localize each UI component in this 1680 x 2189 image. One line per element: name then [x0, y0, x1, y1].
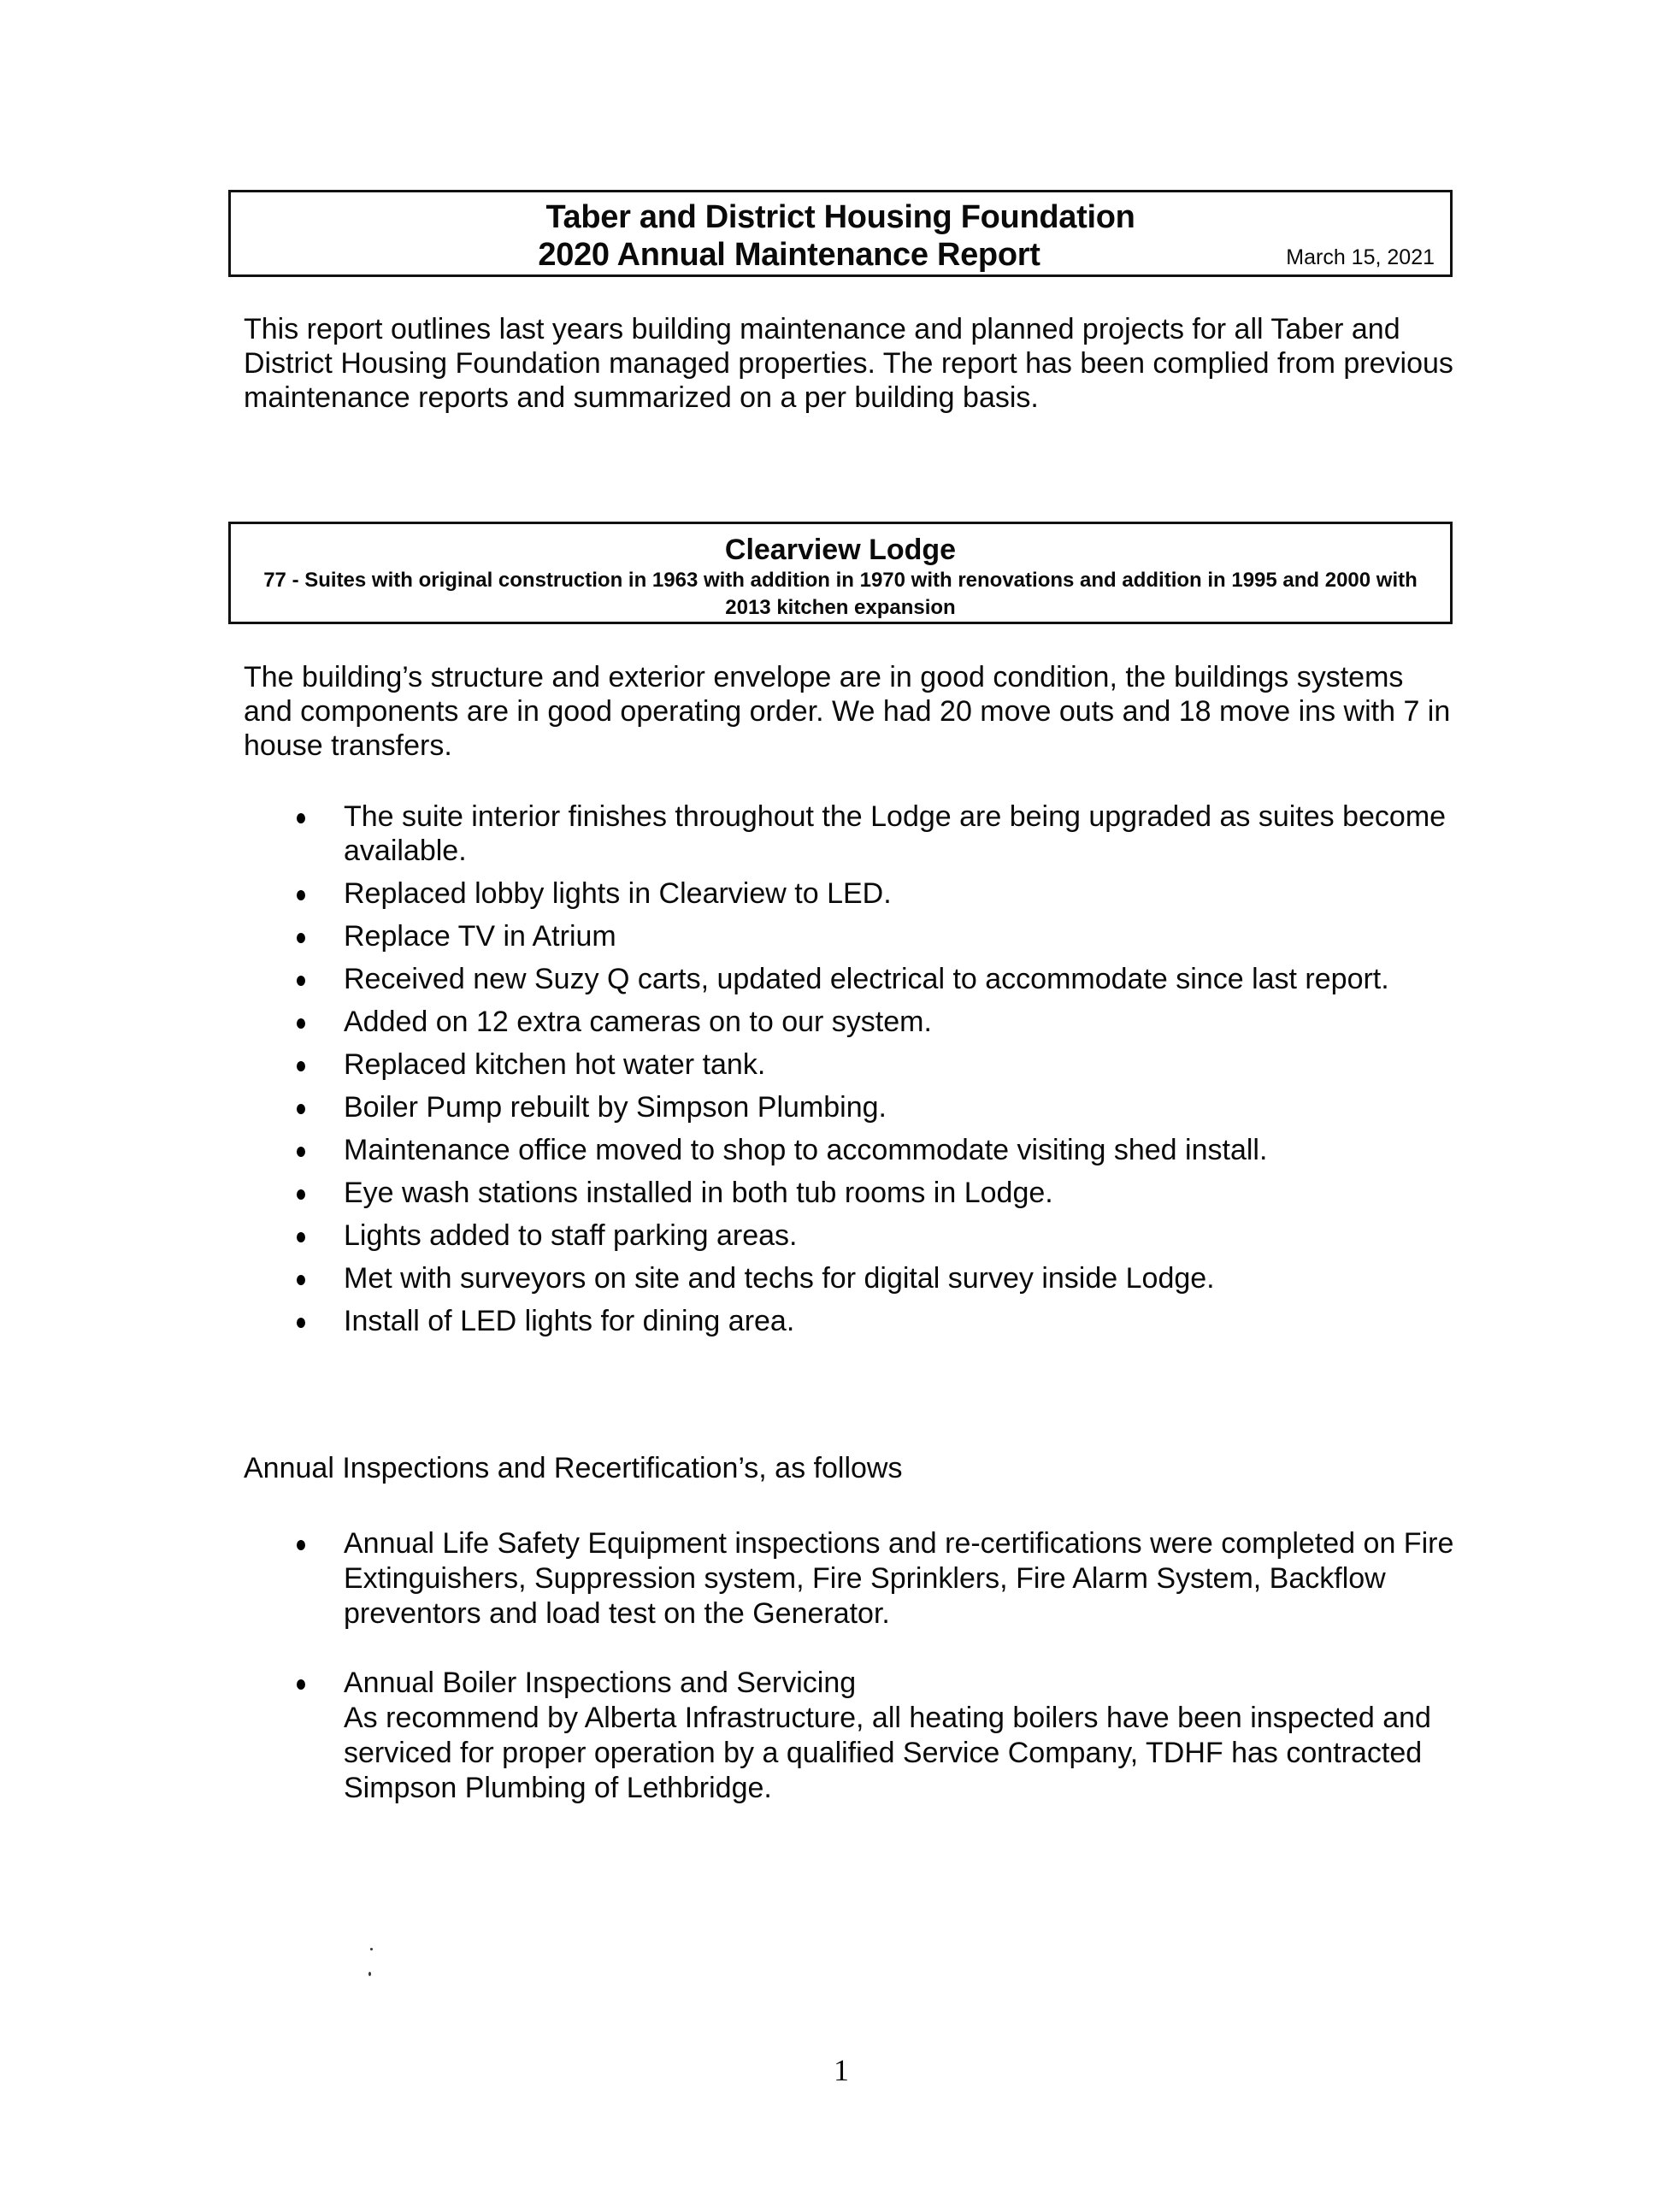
inspection-item [282, 1526, 1479, 1631]
bullet-icon [297, 1189, 305, 1200]
intro-paragraph: This report outlines last years building maintenance and planned projects for all Taber and District Housing Foundation managed properties. The report has been complied from previous maintenance reports and summarized on a per building basis. [244, 313, 1453, 414]
bullet-icon [297, 1679, 305, 1690]
list-item: Maintenance office moved to shop to accommodate visiting shed install. [282, 1133, 1479, 1167]
inspection-body: As recommend by Alberta Infrastructure, all heating boilers have been inspected and serviced for proper operation by a qualified Service Company, TDHF has contracted Simpson Plumbing of Lethbridge. [344, 1702, 1431, 1804]
list-item: Added on 12 extra cameras on to our system. [282, 1005, 1479, 1039]
building-condition-paragraph: The building’s structure and exterior envelope are in good condition, the buildings systems and components are in good operating order. We had 20 move outs and 18 move ins with 7 in house transfers. [244, 661, 1451, 762]
bullet-icon [297, 1275, 305, 1285]
list-item: Replace TV in Atrium [282, 919, 1479, 953]
list-item: Received new Suzy Q carts, updated electrical to accommodate since last report. [282, 962, 1479, 996]
bullet-icon [297, 890, 305, 900]
building-name: Clearview Lodge [724, 534, 957, 566]
list-item: The suite interior finishes throughout the Lodge are being upgraded as suites become available. [282, 799, 1479, 868]
list-item: Lights added to staff parking areas. [282, 1218, 1479, 1253]
inspections-heading: Annual Inspections and Recertification’s, as follows [244, 1452, 903, 1484]
report-date: March 15, 2021 [1286, 245, 1435, 269]
bullet-icon [297, 1318, 305, 1328]
list-item: Replaced kitchen hot water tank. [282, 1047, 1479, 1082]
report-title: 2020 Annual Maintenance Report [538, 237, 1040, 273]
bullet-icon [297, 1540, 305, 1550]
bullet-icon [297, 1018, 305, 1029]
scan-speck [370, 1948, 373, 1950]
list-item: Install of LED lights for dining area. [282, 1304, 1479, 1338]
inspection-title: Annual Boiler Inspections and Servicing [344, 1667, 857, 1699]
work-items-list [282, 799, 1479, 1347]
bullet-icon [297, 1232, 305, 1242]
inspections-list [282, 1526, 1479, 1840]
bullet-icon [297, 1061, 305, 1071]
list-item: Replaced lobby lights in Clearview to LED. [282, 876, 1479, 911]
report-title-box [228, 190, 1453, 277]
bullet-icon [297, 976, 305, 986]
bullet-icon [297, 933, 305, 943]
bullet-icon [297, 1147, 305, 1157]
organization-name: Taber and District Housing Foundation [545, 199, 1135, 235]
list-item: Met with surveyors on site and techs for digital survey inside Lodge. [282, 1261, 1479, 1295]
scan-speck [368, 1972, 371, 1976]
inspection-item [282, 1666, 1479, 1806]
building-header-box [228, 522, 1453, 624]
list-item: Eye wash stations installed in both tub rooms in Lodge. [282, 1176, 1479, 1210]
building-description: 77 - Suites with original construction in 1963 with addition in 1970 with renovations and addition in 1995 and 2000 with 2013 kitchen expansion [263, 569, 1418, 619]
bullet-icon [297, 1104, 305, 1114]
inspection-title: Annual Life Safety Equipment inspections and re-certifications were completed on Fire Extinguishers, Suppression system, Fire Sprinklers, Fire Alarm System, Backflow preventors and load test on the Generator. [344, 1527, 1454, 1630]
page-number: 1 [834, 2053, 849, 2087]
list-item: Boiler Pump rebuilt by Simpson Plumbing. [282, 1090, 1479, 1124]
bullet-icon [297, 813, 305, 823]
